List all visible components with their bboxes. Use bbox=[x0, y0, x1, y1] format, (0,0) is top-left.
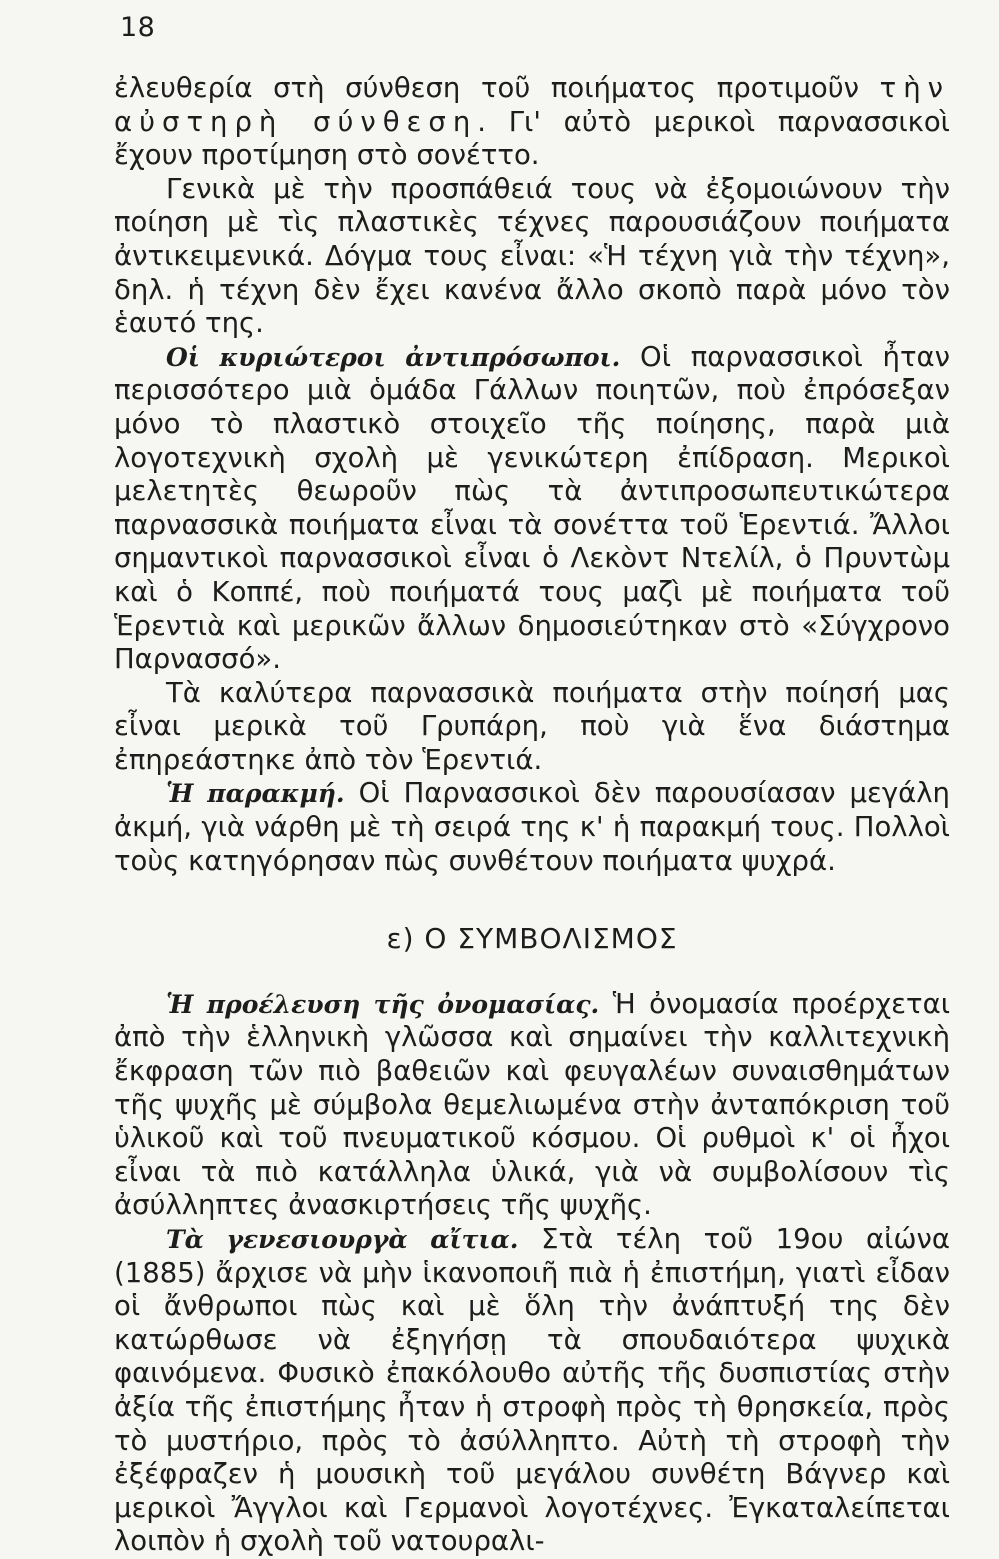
decline-paragraph bbox=[114, 777, 950, 878]
intro-text-start: ἐλευθερία στὴ σύνθεση τοῦ ποιήματος προτιμοῦν bbox=[114, 72, 880, 104]
best-poems-paragraph: Τὰ καλύτερα παρνασσικὰ ποιήματα στὴν ποίησή μας εἶναι μερικὰ τοῦ Γρυπάρη, ποὺ γιὰ ἕνα διάστημα ἐπηρεάστηκε ἀπὸ τὸν Ἑρεντιά. bbox=[114, 676, 950, 776]
causes-body: Στὰ τέλη τοῦ 19ου αἰώνα (1885) ἄρχισε νὰ μὴν ἱκανοποιῆ πιὰ ἡ ἐπιστήμη, γιατὶ εἶδαν οἱ ἄνθρωποι πὼς καὶ μὲ ὅλη τὴν ἀνάπτυξή της δὲν κατώρθωσε νὰ ἐξηγήσῃ τὰ σπουδαιότερα ψυχικὰ φαινόμενα. Φυσικὸ ἐπακόλουθο αὐτῆς τῆς δυσπιστίας στὴν ἀξία τῆς ἐπιστήμης ἦταν ἡ στροφὴ πρὸς τὴ θρησκεία, πρὸς τὸ μυστήριο, πρὸς τὸ ἀσύλληπτο. Αὐτὴ τὴ στροφὴ τὴν ἐξέφραζεν ἡ μουσικὴ τοῦ μεγάλου συνθέτη Βάγνερ καὶ μερικοὶ Ἄγγλοι καὶ Γερμανοὶ λογοτέχνες. Ἐγκαταλείπεται λοιπὸν ἡ σχολὴ τοῦ νατουραλι- bbox=[114, 1223, 951, 1558]
representatives-heading: Οἱ κυριώτεροι ἀντιπρόσωποι. bbox=[166, 342, 621, 372]
general-paragraph: Γενικὰ μὲ τὴν προσπάθειά τους νὰ ἐξομοιώνουν τὴν ποίηση μὲ τὶς πλαστικὲς τέχνες παρουσιάζουν ποιήματα ἀντικειμενικά. Δόγμα τους εἶναι: «Ἡ τέχνη γιὰ τὴν τέχνη», δηλ. ἡ τέχνη δὲν ἔχει κανένα ἄλλο σκοπὸ παρὰ μόνο τὸν ἑαυτό της. bbox=[114, 172, 950, 340]
decline-body: Οἱ Παρνασσικοὶ δὲν παρουσίασαν μεγάλη ἀκμή, γιὰ νάρθη μὲ τὴ σειρά της κ' ἡ παρακμή τους. Πολλοὶ τοὺς κατηγόρησαν πὼς συνθέτουν ποιήματα ψυχρά. bbox=[114, 777, 950, 877]
intro-paragraph bbox=[114, 72, 950, 173]
causes-heading: Τὰ γενεσιουργὰ αἴτια. bbox=[166, 1225, 519, 1254]
page-text bbox=[114, 72, 950, 1559]
representatives-paragraph bbox=[114, 341, 950, 677]
section-title: ε) Ο ΣΥΜΒΟΛΙΣΜΟΣ bbox=[386, 922, 678, 956]
intro-text-end: . Γι' αὐτὸ μερικοὶ παρνασσικοὶ ἔχουν προτίμηση στὸ σονέττο. bbox=[114, 105, 950, 172]
decline-heading: Ἡ παρακμή. bbox=[166, 779, 345, 809]
representatives-body: Οἱ παρνασσικοὶ ἦταν περισσότερο μιὰ ὁμάδα Γάλλων ποιητῶν, ποὺ ἐπρόσεξαν μόνο τὸ πλαστικὸ στοιχεῖο τῆς ποίησης, παρὰ μιὰ λογοτεχνικὴ σχολὴ μὲ γενικώτερη ἐπίδραση. Μερικοὶ μελετητὲς θεωροῦν πὼς τὰ ἀντιπροσωπευτικώτερα παρνασσικὰ ποιήματα εἶναι τὰ σονέττα τοῦ Ἑρεντιά. Ἄλλοι σημαντικοὶ παρνασσικοὶ εἶναι ὁ Λεκὸντ Ντελίλ, ὁ Πρυντὼμ καὶ ὁ Κοππέ, ποὺ ποιήματά τους μαζὶ μὲ ποιήματα τοῦ Ἑρεντιὰ καὶ μερικῶν ἄλλων δημοσιεύτηκαν στὸ «Σύγχρονο Παρνασσό». bbox=[114, 340, 951, 676]
origin-heading: Ἡ προέλευση τῆς ὀνομασίας. bbox=[166, 989, 600, 1019]
origin-body: Ἡ ὀνομασία προέρχεται ἀπὸ τὴν ἑλληνικὴ γλῶσσα καὶ σημαίνει τὴν καλλιτεχνικὴ ἔκφραση τῶν πιὸ βαθειῶν καὶ φευγαλέων συναισθημάτων τῆς ψυχῆς μὲ σύμβολα θεμελιωμένα στὴν ἀνταπόκριση τοῦ ὑλικοῦ καὶ τοῦ πνευματικοῦ κόσμου. Οἱ ρυθμοὶ κ' οἱ ἦχοι εἶναι τὰ πιὸ κατάλληλα ὑλικά, γιὰ νὰ συμβολίσουν τὶς ἀσύλληπτες ἀνασκιρτήσεις τῆς ψυχῆς. bbox=[114, 987, 950, 1222]
intro-spaced-emphasis: τὴν αὐστηρὴ σύνθεση bbox=[114, 72, 950, 138]
page-number: 18 bbox=[120, 12, 156, 43]
causes-paragraph bbox=[114, 1223, 950, 1559]
origin-paragraph bbox=[114, 988, 950, 1223]
